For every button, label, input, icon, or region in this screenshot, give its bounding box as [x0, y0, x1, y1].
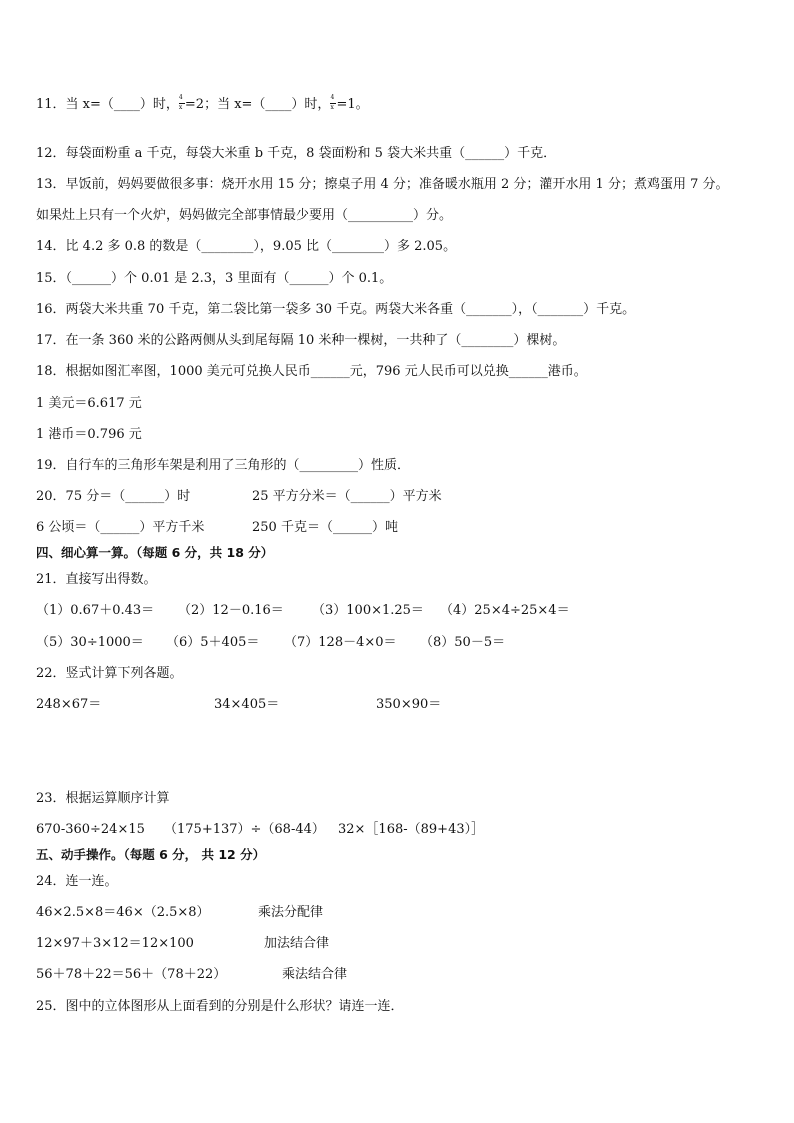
question-18: 18．根据如图汇率图，1000 美元可兑换人民币______元，796 元人民币可以兑换______港币。: [36, 364, 587, 379]
fraction-4-over-x: $\frac{4}{x}$: [179, 97, 185, 111]
q21-item-5: （5）30÷1000＝: [36, 635, 144, 650]
rate-usd: 1 美元＝6.617 元: [36, 396, 142, 411]
q22-item-3: 350×90＝: [376, 697, 442, 712]
q22-item-2: 34×405＝: [214, 697, 280, 712]
q24-law-2: 加法结合律: [264, 936, 330, 951]
q21-item-1: （1）0.67＋0.43＝: [36, 603, 155, 618]
q24-expr-1: 46×2.5×8＝46×（2.5×8）: [36, 905, 210, 920]
q23-item-1: 670-360÷24×15: [36, 822, 145, 837]
question-15: 15．（______）个 0.01 是 2.3，3 里面有（______）个 0.1。: [36, 271, 393, 286]
q21-item-6: （6）5＋405＝: [166, 635, 260, 650]
question-21-title: 21．直接写出得数。: [36, 572, 157, 587]
question-11: [36, 94, 369, 113]
q11-text-b: =2；当 x=（____）时，: [184, 97, 331, 112]
q24-law-1: 乘法分配律: [258, 905, 324, 920]
section-5-heading: 五、动手操作。（每题 6 分， 共 12 分）: [36, 847, 266, 862]
question-17: 17．在一条 360 米的公路两侧从头到尾每隔 10 米种一棵树，一共种了（________）棵树。: [36, 333, 566, 348]
q21-item-8: （8）50－5＝: [420, 635, 506, 650]
question-20d: 250 千克＝（______）吨: [252, 520, 398, 535]
q24-law-3: 乘法结合律: [282, 967, 348, 982]
rate-hkd: 1 港币＝0.796 元: [36, 427, 142, 442]
question-12: 12．每袋面粉重 a 千克，每袋大米重 b 千克，8 袋面粉和 5 袋大米共重（______）千克．: [36, 146, 557, 161]
question-20b: 25 平方分米＝（______）平方米: [252, 489, 442, 504]
question-23-title: 23．根据运算顺序计算: [36, 791, 170, 806]
q11-text-a: 11．当 x=（____）时，: [36, 97, 179, 112]
q24-expr-3: 56＋78＋22＝56＋（78＋22）: [36, 967, 227, 982]
question-20c: 6 公顷＝（______）平方千米: [36, 520, 205, 535]
q21-item-3: （3）100×1.25＝: [312, 603, 424, 618]
question-13-line2: 如果灶上只有一个火炉，妈妈做完全部事情最少要用（__________）分。: [36, 208, 453, 223]
q23-item-3: 32×［168-（89+43）］: [338, 822, 485, 837]
question-22-title: 22．竖式计算下列各题。: [36, 666, 183, 681]
fraction-4-over-x: $\frac{4}{x}$: [330, 97, 336, 111]
question-19: 19．自行车的三角形车架是利用了三角形的（_________）性质．: [36, 458, 411, 473]
question-25: 25．图中的立体图形从上面看到的分别是什么形状？请连一连．: [36, 999, 404, 1014]
q23-item-2: （175+137）÷（68-44）: [164, 822, 325, 837]
question-16: 16．两袋大米共重 70 千克，第二袋比第一袋多 30 千克。两袋大米各重（_______），（_______）千克。: [36, 302, 636, 317]
question-13-line1: 13．早饭前，妈妈要做很多事：烧开水用 15 分；擦桌子用 4 分；准备暖水瓶用 2 分；灌开水用 1 分；煮鸡蛋用 7 分。: [36, 177, 729, 192]
section-4-heading: 四、细心算一算。（每题 6 分，共 18 分）: [36, 545, 274, 560]
question-24-title: 24．连一连。: [36, 874, 118, 889]
question-20a: 20．75 分＝（______）时: [36, 489, 191, 504]
question-14: 14．比 4.2 多 0.8 的数是（________），9.05 比（________）多 2.05。: [36, 239, 457, 254]
q21-item-4: （4）25×4÷25×4＝: [440, 603, 570, 618]
q11-text-c: =1。: [336, 97, 369, 112]
q24-expr-2: 12×97＋3×12＝12×100: [36, 936, 194, 951]
q21-item-2: （2）12－0.16＝: [178, 603, 284, 618]
q22-item-1: 248×67＝: [36, 697, 102, 712]
q21-item-7: （7）128－4×0＝: [284, 635, 397, 650]
